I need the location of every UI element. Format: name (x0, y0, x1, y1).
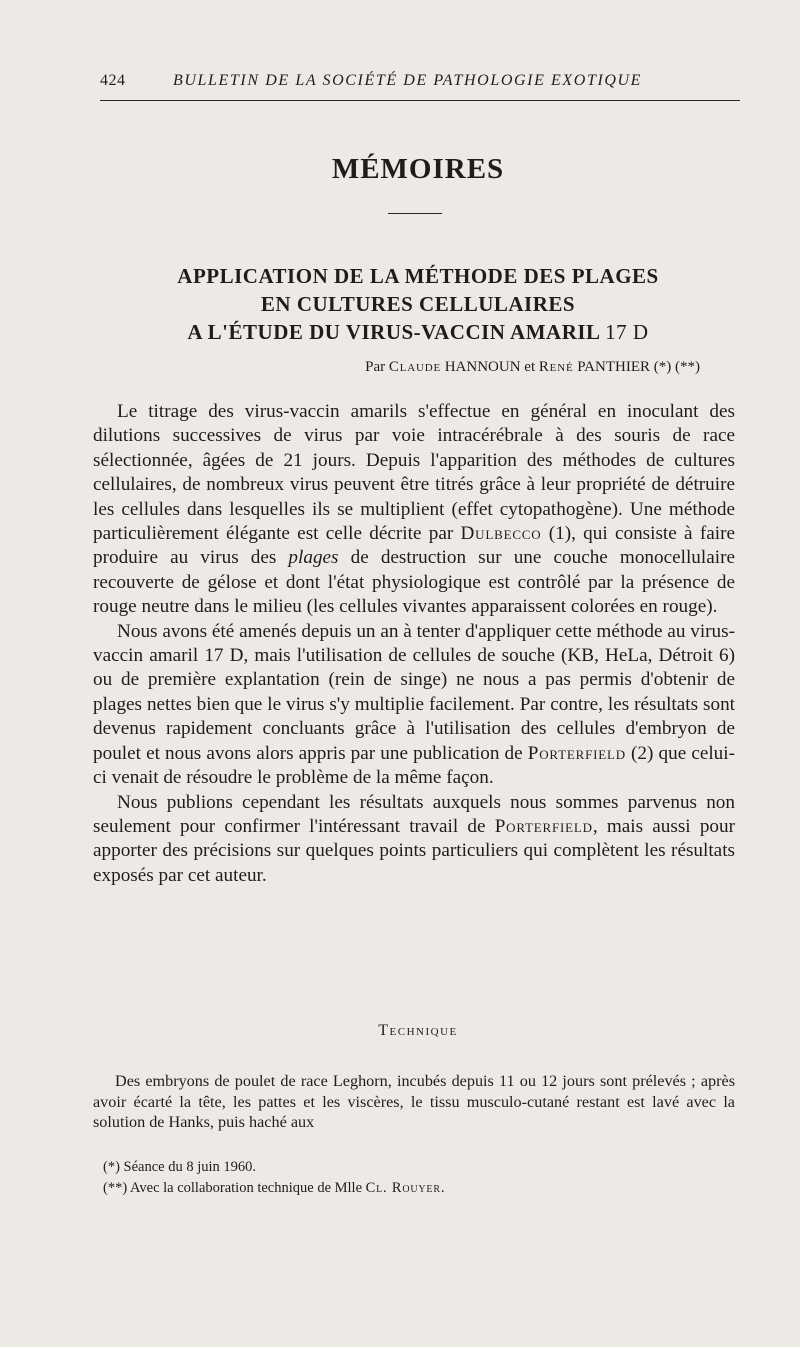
article-title-line-2: EN CULTURES CELLULAIRES (260, 292, 576, 316)
technique-section (93, 1071, 735, 1133)
article-title-line-1: APPLICATION DE LA MÉTHODE DES PLAGES (177, 264, 659, 288)
reference-author-dulbecco: Dulbecco (460, 523, 542, 545)
byline-et: et (524, 359, 536, 375)
paragraph-1-text-b: (1), qui consiste à faire produire au virus des (93, 523, 735, 569)
paragraph-1 (93, 400, 735, 620)
reference-author-porterfield: Porterfield (527, 742, 626, 764)
reference-author-porterfield-2: Porterfield (494, 815, 593, 837)
section-title: MÉMOIRES (331, 153, 505, 185)
paragraph-3-text-b: , mais aussi pour apporter des précisions sur quelques points particuliers qui complètent les résultats exposés par cet auteur. (93, 815, 735, 886)
emphasis-plages: plages (288, 547, 339, 569)
byline (100, 359, 700, 376)
footnote-2-text: (**) Avec la collaboration technique de Mlle (103, 1180, 366, 1196)
article-title-strain: 17 D (605, 320, 649, 344)
author-1-family-name: HANNOUN (444, 359, 521, 375)
technique-heading: Technique (378, 1022, 458, 1039)
running-head (100, 70, 740, 101)
paragraph-3-text-a: Nous publions cependant les résultats auxquels nous sommes parvenus non seulement pour confirmer l'intéressant travail de (93, 791, 735, 837)
technique-paragraph: Des embryons de poulet de race Leghorn, incubés depuis 11 ou 12 jours sont prélevés ; après avoir écarté la tête, les pattes et les viscères, le tissu musculo-cutané restant est lavé avec la solution de Hanks, puis haché aux (93, 1072, 735, 1131)
author-2-given-name: René (538, 359, 574, 375)
title-divider (388, 213, 442, 214)
journal-title: BULLETIN DE LA SOCIÉTÉ DE PATHOLOGIE EXOTIQUE (173, 72, 643, 89)
footnote-2-end: . (440, 1180, 445, 1196)
article-title-line-3 (100, 318, 736, 346)
page-number: 424 (100, 72, 126, 89)
paragraph-2 (93, 620, 735, 791)
author-2-family-name: PANTHIER (577, 359, 651, 375)
paragraph-2-text-b: (2) que celui-ci venait de résoudre le problème de la même façon. (93, 742, 735, 789)
footnote-1: (*) Séance du 8 juin 1960. (103, 1159, 257, 1175)
paragraph-2-text-a: Nous avons été amenés depuis un an à tenter d'appliquer cette méthode au virus-vaccin amaril 17 D, mais l'utilisation de cellules de souche (KB, HeLa, Détroit 6) ou de première explantation (rein de singe) ne nous a pas permis d'obtenir de plages nettes bien que le virus s'y multiplie facilement. Par contre, les résultats sont devenus rapidement concluants grâce à l'utilisation des cellules d'embryon de poulet et nous avons alors appris par une publication de (93, 620, 735, 764)
byline-par: Par (365, 359, 386, 375)
footnotes (103, 1157, 743, 1199)
paragraph-1-text-a: Le titrage des virus-vaccin amarils s'effectue en général en inoculant des dilutions successives de virus par voie intracérébrale à des souris de race sélectionnée, âgées de 21 jours. Depuis l'apparition des méthodes de cultures cellulaires, de nombreux virus peuvent être titrés grâce à leur propriété de détruire les cellules dans lesquelles ils se multiplient (effet cytopathogène). Une méthode particulièrement élégante est celle décrite par (93, 401, 735, 545)
byline-footnote-marks: (*) (**) (653, 359, 700, 375)
article-body (93, 400, 735, 888)
article-title (100, 262, 736, 346)
article-title-line-3-main: A L'ÉTUDE DU VIRUS-VACCIN AMARIL (187, 320, 600, 344)
footnote-2 (103, 1178, 743, 1199)
paragraph-3 (93, 791, 735, 889)
paragraph-1-text-c: de destruction sur une couche monocellulaire recouverte de gélose et dont l'état physiologique est contrôlé par la présence de rouge neutre dans le milieu (les cellules vivantes apparaissent colorées en rouge). (93, 547, 735, 618)
footnote-2-name: Cl. Rouyer (365, 1180, 441, 1196)
author-1-given-name: Claude (388, 359, 441, 375)
